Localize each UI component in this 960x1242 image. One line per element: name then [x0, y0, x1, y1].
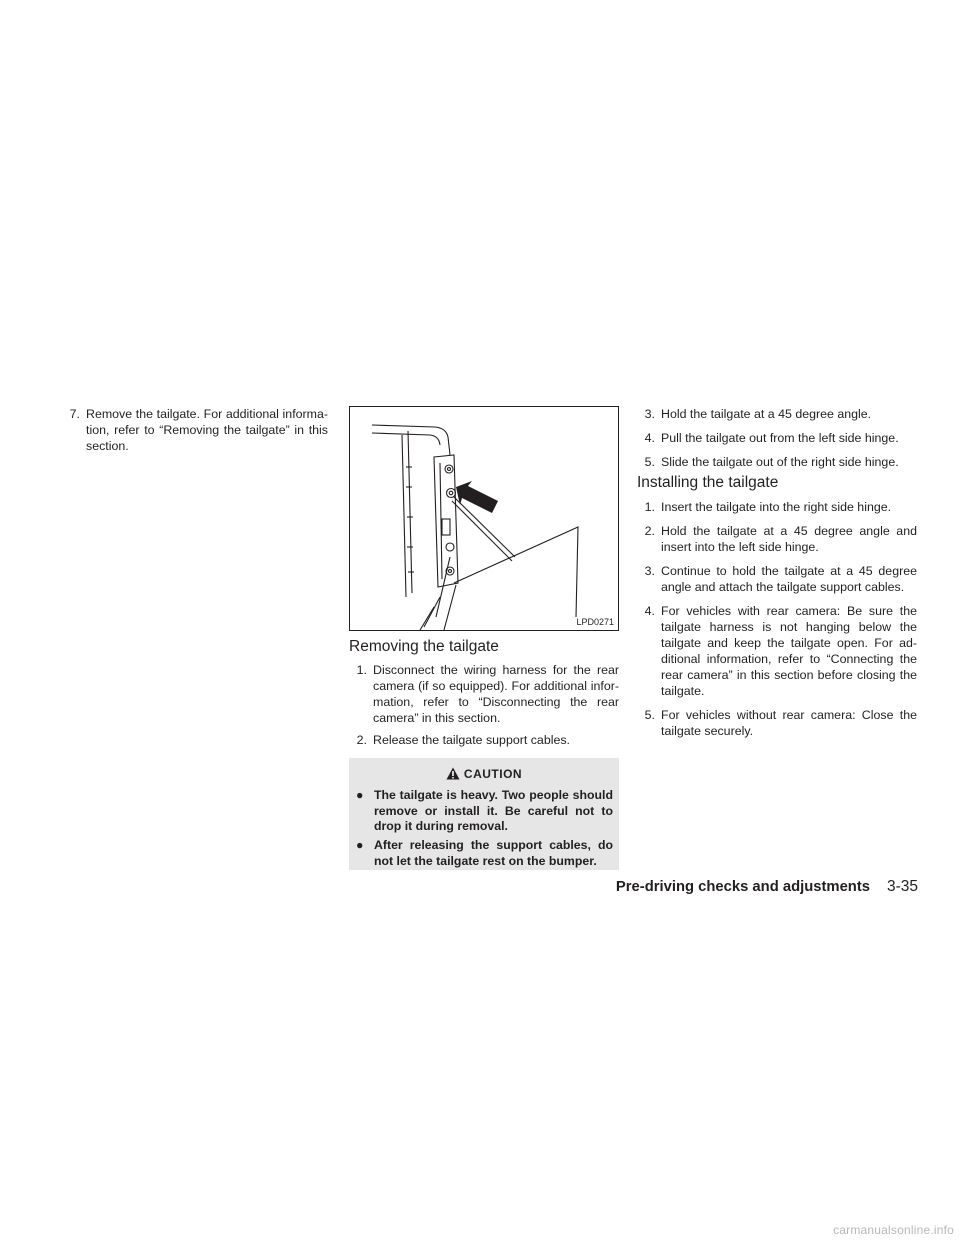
list-text: Slide the tailgate out of the right side hinge. [661, 455, 899, 469]
section-heading-removing: Removing the tailgate [349, 638, 499, 655]
list-item [349, 732, 619, 748]
list-text: Release the tailgate support cables. [373, 733, 570, 747]
watermark: carmanualsonline.info [833, 1223, 954, 1237]
list-item-7 [62, 406, 328, 454]
list-item [637, 603, 917, 699]
list-text: Insert the tailgate into the right side hinge. [661, 500, 892, 514]
list-text: Continue to hold the tailgate at a 45 degree angle and attach the tailgate support cables. [661, 564, 917, 594]
caution-box [349, 758, 619, 870]
list-item [349, 662, 619, 726]
list-number: 2. [356, 733, 367, 747]
caution-text: After releasing the support cables, do not let the tailgate rest on the bumper. [374, 838, 613, 868]
list-text: Remove the tailgate. For additional informa-tion, refer to “Removing the tailgate” in this section. [86, 407, 328, 453]
tailgate-illustration [349, 406, 619, 631]
list-number: 5. [644, 708, 655, 722]
list-number: 4. [644, 431, 655, 445]
list-text: Pull the tailgate out from the left side hinge. [661, 431, 899, 445]
list-text: For vehicles without rear camera: Close the tailgate securely. [661, 708, 917, 738]
list-item [637, 563, 917, 595]
list-item [637, 406, 917, 422]
caution-bullet [356, 788, 613, 835]
caution-title [349, 766, 619, 782]
list-number: 2. [644, 524, 655, 538]
left-column [62, 406, 328, 462]
right-column [637, 406, 917, 478]
bullet-dot: ● [356, 788, 364, 802]
page-number: 3-35 [886, 878, 918, 895]
warning-triangle-icon [446, 767, 460, 780]
caution-text: The tailgate is heavy. Two people should remove or install it. Be careful not to drop it during removal. [374, 788, 613, 833]
list-number: 3. [644, 564, 655, 578]
list-number: 1. [644, 500, 655, 514]
list-text: Disconnect the wiring harness for the rear camera (if so equipped). For additional infor-mation, refer to “Disconnecting the rear camera” in this section. [373, 663, 619, 725]
list-number: 4. [644, 604, 655, 618]
list-number: 7. [69, 407, 80, 421]
list-item [637, 499, 917, 515]
list-number: 5. [644, 455, 655, 469]
footer-section-title: Pre-driving checks and adjustments [615, 879, 870, 895]
list-item [637, 430, 917, 446]
list-item [637, 523, 917, 555]
list-number: 1. [356, 663, 367, 677]
caution-bullet [356, 838, 613, 869]
figure-code: LPD0271 [576, 617, 614, 627]
bullet-dot: ● [356, 838, 364, 852]
caution-label: CAUTION [463, 767, 523, 781]
list-item [637, 707, 917, 739]
list-text: Hold the tailgate at a 45 degree angle and insert into the left side hinge. [661, 524, 917, 554]
page-footer [598, 877, 918, 899]
tailgate-hinge-drawing [350, 407, 618, 630]
installing-list [637, 499, 917, 747]
list-number: 3. [644, 407, 655, 421]
section-heading-installing: Installing the tailgate [637, 474, 779, 491]
list-item [637, 454, 917, 470]
list-text: Hold the tailgate at a 45 degree angle. [661, 407, 872, 421]
list-text: For vehicles with rear camera: Be sure the tailgate harness is not hanging below the tailgate and keep the tailgate open. For ad-ditional information, refer to “Connecting the rear camera” in this section before closing the tailgate. [661, 604, 917, 698]
removing-list [349, 662, 619, 756]
